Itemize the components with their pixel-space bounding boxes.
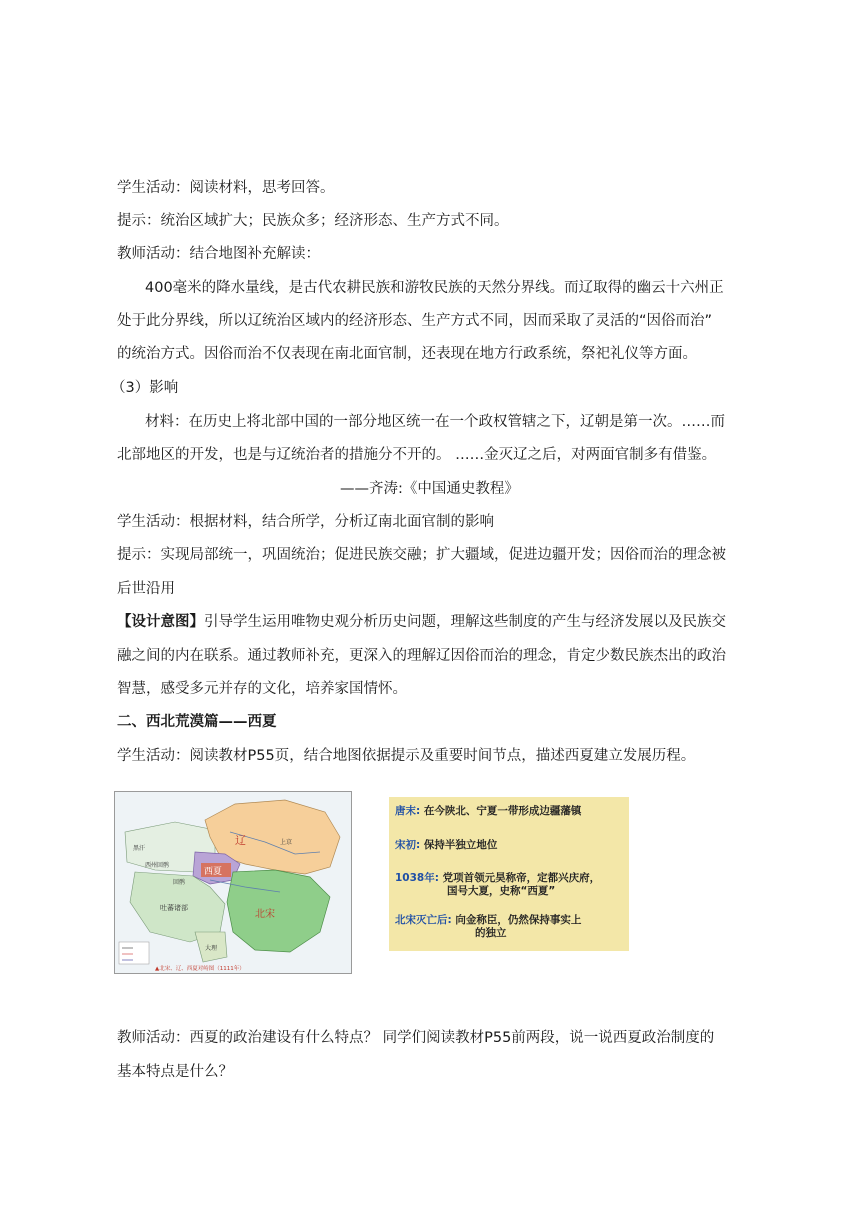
timeline-key: 唐末: [395, 805, 421, 817]
historical-map [114, 791, 352, 974]
timeline-key: 1038年: [395, 872, 439, 884]
paragraph-line: 的统治方式。因俗而治不仅表现在南北面官制，还表现在地方行政系统，祭祀礼仪等方面。 [117, 346, 697, 362]
map-image [115, 792, 351, 973]
map-label: 西州回鹘 [145, 862, 170, 869]
paragraph-line: 教师活动：结合地图补充解读： [117, 246, 320, 262]
timeline-value: 的独立 [475, 927, 507, 939]
map-label: 吐蕃诸部 [160, 904, 188, 912]
map-label: 大理 [205, 945, 218, 952]
design-intent-label: 【设计意图】 [117, 614, 204, 630]
map-label: 回鹘 [173, 879, 186, 886]
map-label: 西夏 [204, 867, 223, 877]
paragraph-line: 智慧，感受多元并存的文化，培养家国情怀。 [117, 681, 407, 697]
design-intent-text: 引导学生运用唯物史观分析历史问题，理解这些制度的产生与经济发展以及民族交 [204, 614, 726, 630]
timeline-value: 国号大夏，史称“西夏” [447, 885, 556, 897]
timeline-value: 向金称臣，仍然保持事实上 [455, 914, 582, 926]
xixia-timeline [389, 797, 629, 951]
timeline-item [395, 872, 600, 898]
paragraph-line: 基本特点是什么？ [117, 1064, 233, 1080]
timeline-item [395, 805, 581, 818]
map-label: 黑汗 [133, 845, 146, 852]
timeline-value: 保持半独立地位 [423, 839, 498, 851]
source-citation: ——齐涛:《中国通史教程》 [340, 481, 519, 497]
paragraph-line: 提示：实现局部统一，巩固统治；促进民族交融；扩大疆域，促进边疆开发；因俗而治的理念被 [117, 547, 726, 563]
map-label: 辽 [235, 834, 246, 847]
timeline-key: 宋初: [395, 839, 421, 851]
paragraph-line: 提示：统治区域扩大；民族众多；经济形态、生产方式不同。 [117, 213, 509, 229]
paragraph-line: 学生活动：阅读材料，思考回答。 [117, 180, 335, 196]
map-caption: ▲北宋、辽、西夏对峙图（1111年） [155, 966, 245, 972]
paragraph-line: 材料：在历史上将北部中国的一部分地区统一在一个政权管辖之下，辽朝是第一次。……而 [145, 414, 725, 430]
paragraph-line: 教师活动：西夏的政治建设有什么特点？ 同学们阅读教材P55前两段，说一说西夏政治制度的 [117, 1030, 715, 1046]
paragraph-line: 后世沿用 [117, 581, 175, 597]
section-heading: （3）影响 [111, 380, 179, 396]
timeline-item [395, 914, 581, 940]
paragraph-line: 北部地区的开发，也是与辽统治者的措施分不开的。 ……金灭辽之后，对两面官制多有借鉴。 [117, 447, 717, 463]
paragraph-line: 学生活动：阅读教材P55页，结合地图依据提示及重要时间节点，描述西夏建立发展历程。 [117, 748, 696, 764]
map-label: 北宋 [255, 909, 275, 920]
timeline-value: 党项首领元昊称帝，定都兴庆府， [442, 872, 601, 884]
section-heading: 二、西北荒漠篇——西夏 [117, 714, 277, 730]
timeline-key: 北宋灭亡后: [395, 914, 452, 926]
timeline-value: 在今陕北、宁夏一带形成边疆藩镇 [423, 805, 582, 817]
paragraph-line: 400毫米的降水量线，是古代农耕民族和游牧民族的天然分界线。而辽取得的幽云十六州正 [145, 280, 724, 296]
paragraph-line: 融之间的内在联系。通过教师补充，更深入的理解辽因俗而治的理念，肯定少数民族杰出的政治 [117, 648, 726, 664]
paragraph-line: 处于此分界线，所以辽统治区域内的经济形态、生产方式不同，因而采取了灵活的“因俗而治” [117, 313, 713, 329]
timeline-item [395, 839, 497, 852]
paragraph-line: 学生活动：根据材料，结合所学，分析辽南北面官制的影响 [117, 514, 494, 530]
map-label: 上京 [280, 839, 293, 846]
design-intent-line [117, 612, 726, 632]
